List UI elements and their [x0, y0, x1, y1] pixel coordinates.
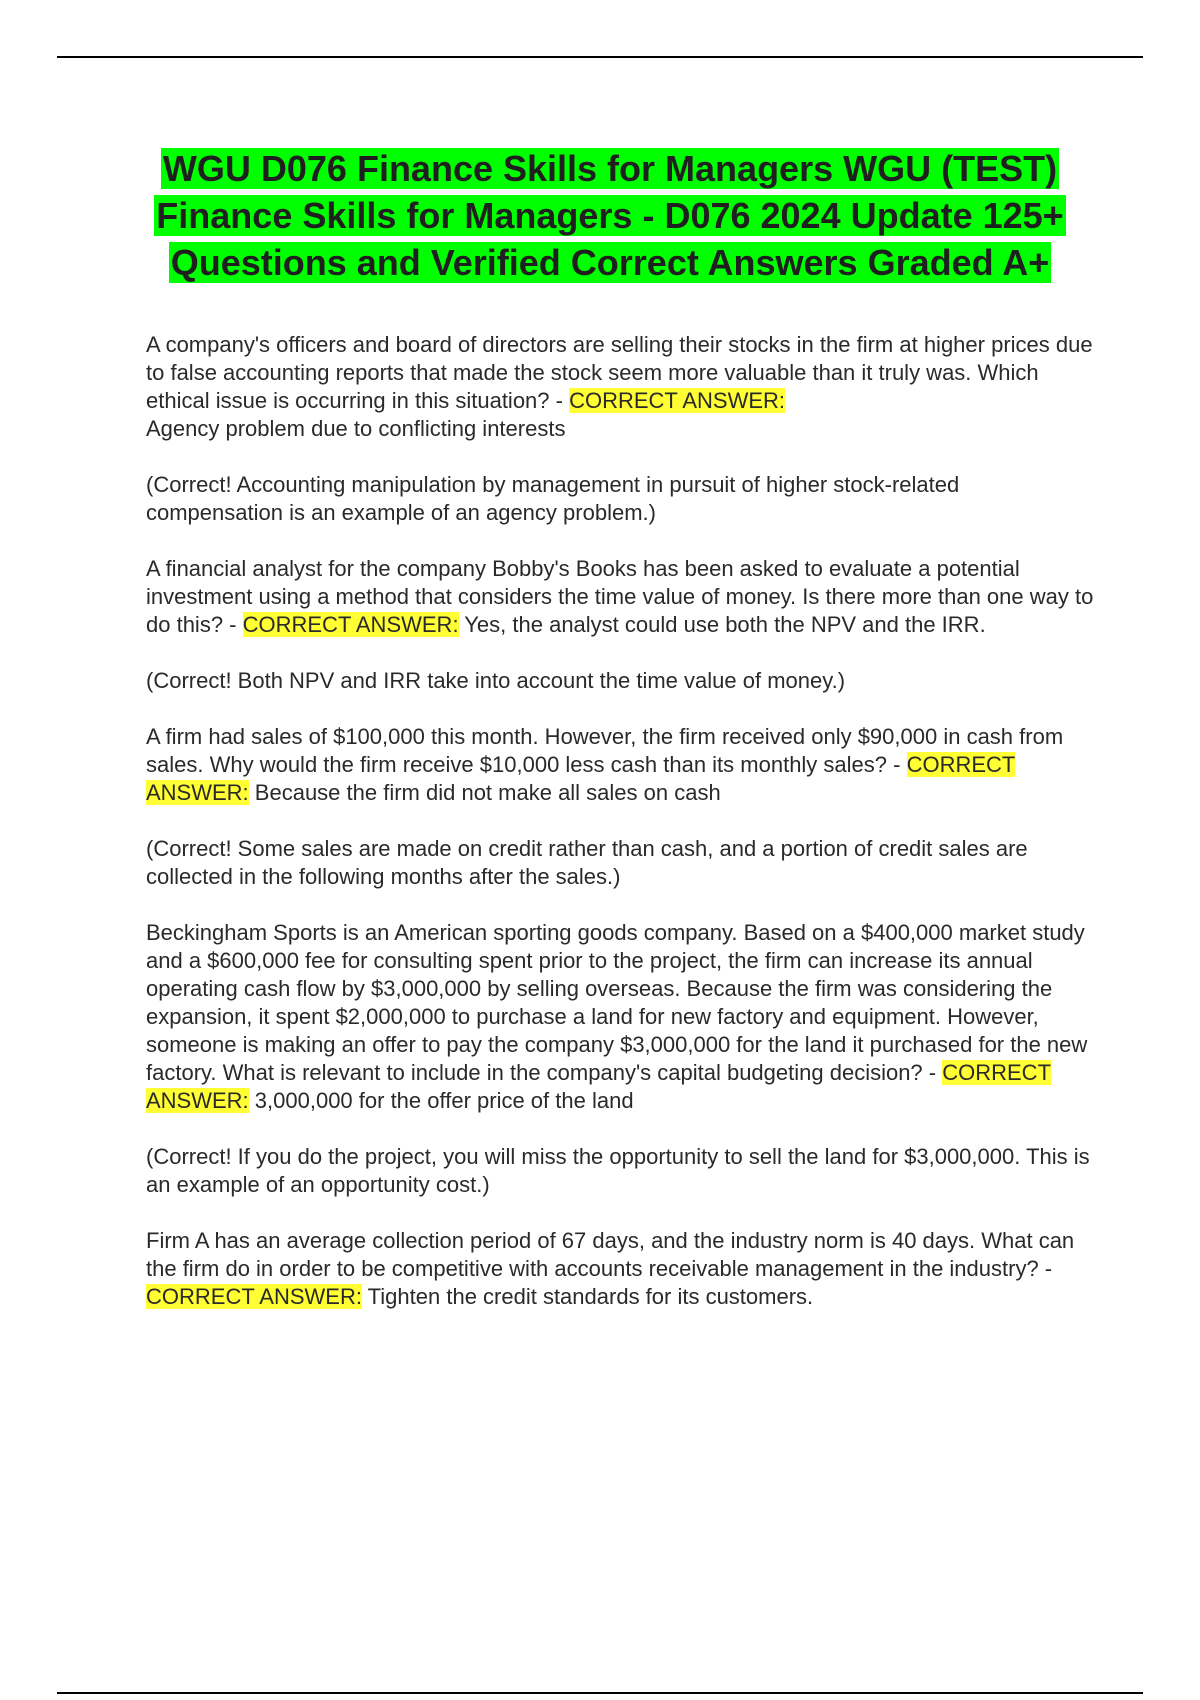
correct-answer-label: CORRECT ANSWER:	[146, 1060, 1052, 1113]
question-text: A firm had sales of $100,000 this month. However, the firm received only $90,000 in cash from sales. Why would the firm receive $10,000 less cash than its monthly sales? -	[146, 724, 1064, 777]
qa-question	[146, 555, 1096, 639]
title-block	[150, 145, 1070, 286]
answer-text: Tighten the credit standards for its customers.	[361, 1284, 814, 1309]
answer-text: 3,000,000 for the offer price of the land	[248, 1088, 634, 1113]
document-title: WGU D076 Finance Skills for Managers WGU (TEST) Finance Skills for Managers - D076 2024 Update 125+ Questions and Verified Correct Answers Graded A+	[156, 148, 1064, 283]
question-text: A company's officers and board of directors are selling their stocks in the firm at higher prices due to false accounting reports that made the stock seem more valuable than it truly was. Which ethical issue is occurring in this situation? -	[146, 332, 1093, 413]
bottom-rule	[57, 1692, 1143, 1694]
qa-explanation: (Correct! Accounting manipulation by management in pursuit of higher stock-related compensation is an example of an agency problem.)	[146, 472, 960, 525]
correct-answer-label: CORRECT ANSWER:	[146, 1284, 362, 1309]
qa-question	[146, 919, 1096, 1115]
question-text: A financial analyst for the company Bobby's Books has been asked to evaluate a potential investment using a method that considers the time value of money. Is there more than one way to do this? -	[146, 556, 1094, 637]
top-rule	[57, 56, 1143, 58]
qa-explanation: (Correct! If you do the project, you will miss the opportunity to sell the land for $3,000,000. This is an example of an opportunity cost.)	[146, 1144, 1090, 1197]
qa-question	[146, 1227, 1096, 1311]
question-text: Firm A has an average collection period of 67 days, and the industry norm is 40 days. What can the firm do in order to be competitive with accounts receivable management in the industry? -	[146, 1228, 1075, 1281]
qa-explanation: (Correct! Some sales are made on credit rather than cash, and a portion of credit sales are collected in the following months after the sales.)	[146, 836, 1028, 889]
correct-answer-label: CORRECT ANSWER:	[146, 752, 1016, 805]
correct-answer-label: CORRECT ANSWER:	[242, 612, 459, 637]
correct-answer-label: CORRECT ANSWER:	[569, 388, 786, 413]
answer-text: Agency problem due to conflicting interests	[146, 416, 566, 441]
question-text: Beckingham Sports is an American sporting goods company. Based on a $400,000 market study and a $600,000 fee for consulting spent prior to the project, the firm can increase its annual operating cash flow by $3,000,000 by selling overseas. Because the firm was considering the expansion, it spent $2,000,000 to purchase a land for new factory and equipment. However, someone is making an offer to pay the company $3,000,000 for the land it purchased for the new factory. What is relevant to include in the company's capital budgeting decision? -	[146, 920, 1088, 1085]
qa-question	[146, 331, 1096, 443]
qa-explanation: (Correct! Both NPV and IRR take into account the time value of money.)	[146, 668, 846, 693]
answer-text: Yes, the analyst could use both the NPV and the IRR.	[458, 612, 986, 637]
qa-question	[146, 723, 1096, 807]
qa-content	[146, 331, 1096, 1339]
answer-text: Because the firm did not make all sales on cash	[248, 780, 721, 805]
